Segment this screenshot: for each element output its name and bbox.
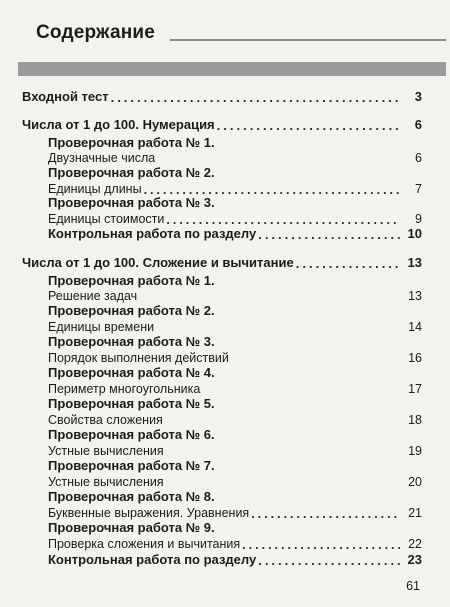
toc-section	[22, 116, 422, 132]
entry-title: Проверка сложения и вычитания	[48, 537, 241, 551]
entry-title: Устные вычисления	[48, 475, 164, 489]
entry-page: 16	[408, 351, 422, 365]
entry-page: 22	[408, 537, 422, 551]
work-heading: Проверочная работа № 3.	[48, 195, 215, 210]
toc-entry	[48, 210, 422, 226]
leader-dots	[111, 92, 400, 104]
entry-title: Устные вычисления	[48, 444, 164, 458]
toc-entry	[48, 504, 422, 520]
entry-title: Контрольная работа по разделу	[48, 552, 257, 567]
leader-dots	[258, 555, 400, 567]
work-heading: Проверочная работа № 3.	[48, 334, 215, 349]
toc-entry	[48, 473, 422, 489]
toc-entry	[48, 551, 422, 567]
section-title: Числа от 1 до 100. Нумерация	[22, 117, 215, 132]
entry-page: 21	[408, 506, 422, 520]
toc-entry	[48, 149, 422, 165]
entry-title: Буквенные выражения. Уравнения	[48, 506, 250, 520]
entry-page: 3	[414, 89, 422, 104]
toc-entry	[48, 349, 422, 365]
work-heading: Проверочная работа № 2.	[48, 165, 215, 180]
toc-section	[22, 254, 422, 270]
entry-title: Контрольная работа по разделу	[48, 226, 257, 241]
title-rule	[170, 39, 446, 41]
leader-dots	[251, 508, 400, 520]
leader-dots	[242, 539, 400, 551]
toc-entry	[48, 411, 422, 427]
toc-entry	[48, 380, 422, 396]
work-heading: Проверочная работа № 1.	[48, 135, 215, 150]
entry-title: Единицы длины	[48, 182, 142, 196]
entry-page: 14	[408, 320, 422, 334]
entry-title: Входной тест	[22, 89, 109, 104]
entry-page: 23	[407, 552, 422, 567]
toc-entry	[48, 287, 422, 303]
toc-entry	[48, 318, 422, 334]
work-heading: Проверочная работа № 6.	[48, 427, 215, 442]
entry-page: 13	[408, 289, 422, 303]
toc-entry	[48, 442, 422, 458]
toc-entry	[48, 180, 422, 196]
toc-entry	[48, 225, 422, 241]
entry-title: Единицы стоимости	[48, 212, 165, 226]
entry-title: Двузначные числа	[48, 151, 156, 165]
entry-title: Периметр многоугольника	[48, 382, 201, 396]
entry-title: Единицы времени	[48, 320, 155, 334]
work-heading: Проверочная работа № 5.	[48, 396, 215, 411]
header	[0, 20, 450, 52]
entry-page: 20	[408, 475, 422, 489]
entry-page: 6	[415, 151, 422, 165]
work-heading: Проверочная работа № 4.	[48, 365, 215, 380]
section-page: 13	[407, 255, 422, 270]
entry-page: 7	[415, 182, 422, 196]
work-heading: Проверочная работа № 9.	[48, 520, 215, 535]
entry-title: Свойства сложения	[48, 413, 163, 427]
page-number: 61	[406, 579, 420, 593]
entry-page: 19	[408, 444, 422, 458]
entry-title: Решение задач	[48, 289, 138, 303]
entry-page: 9	[415, 212, 422, 226]
entry-title: Порядок выполнения действий	[48, 351, 229, 365]
leader-dots	[296, 258, 400, 270]
entry-page: 10	[407, 226, 422, 241]
toc-entry	[48, 535, 422, 551]
work-heading: Проверочная работа № 2.	[48, 303, 215, 318]
work-heading: Проверочная работа № 8.	[48, 489, 215, 504]
work-heading: Проверочная работа № 7.	[48, 458, 215, 473]
toc-entry	[22, 88, 422, 104]
entry-page: 18	[408, 413, 422, 427]
header-stripe	[18, 62, 446, 76]
section-page: 6	[414, 117, 422, 132]
leader-dots	[217, 120, 400, 132]
work-heading: Проверочная работа № 1.	[48, 273, 215, 288]
entry-page: 17	[408, 382, 422, 396]
leader-dots	[258, 229, 400, 241]
section-title: Числа от 1 до 100. Сложение и вычитание	[22, 255, 294, 270]
page-title: Содержание	[36, 22, 156, 43]
